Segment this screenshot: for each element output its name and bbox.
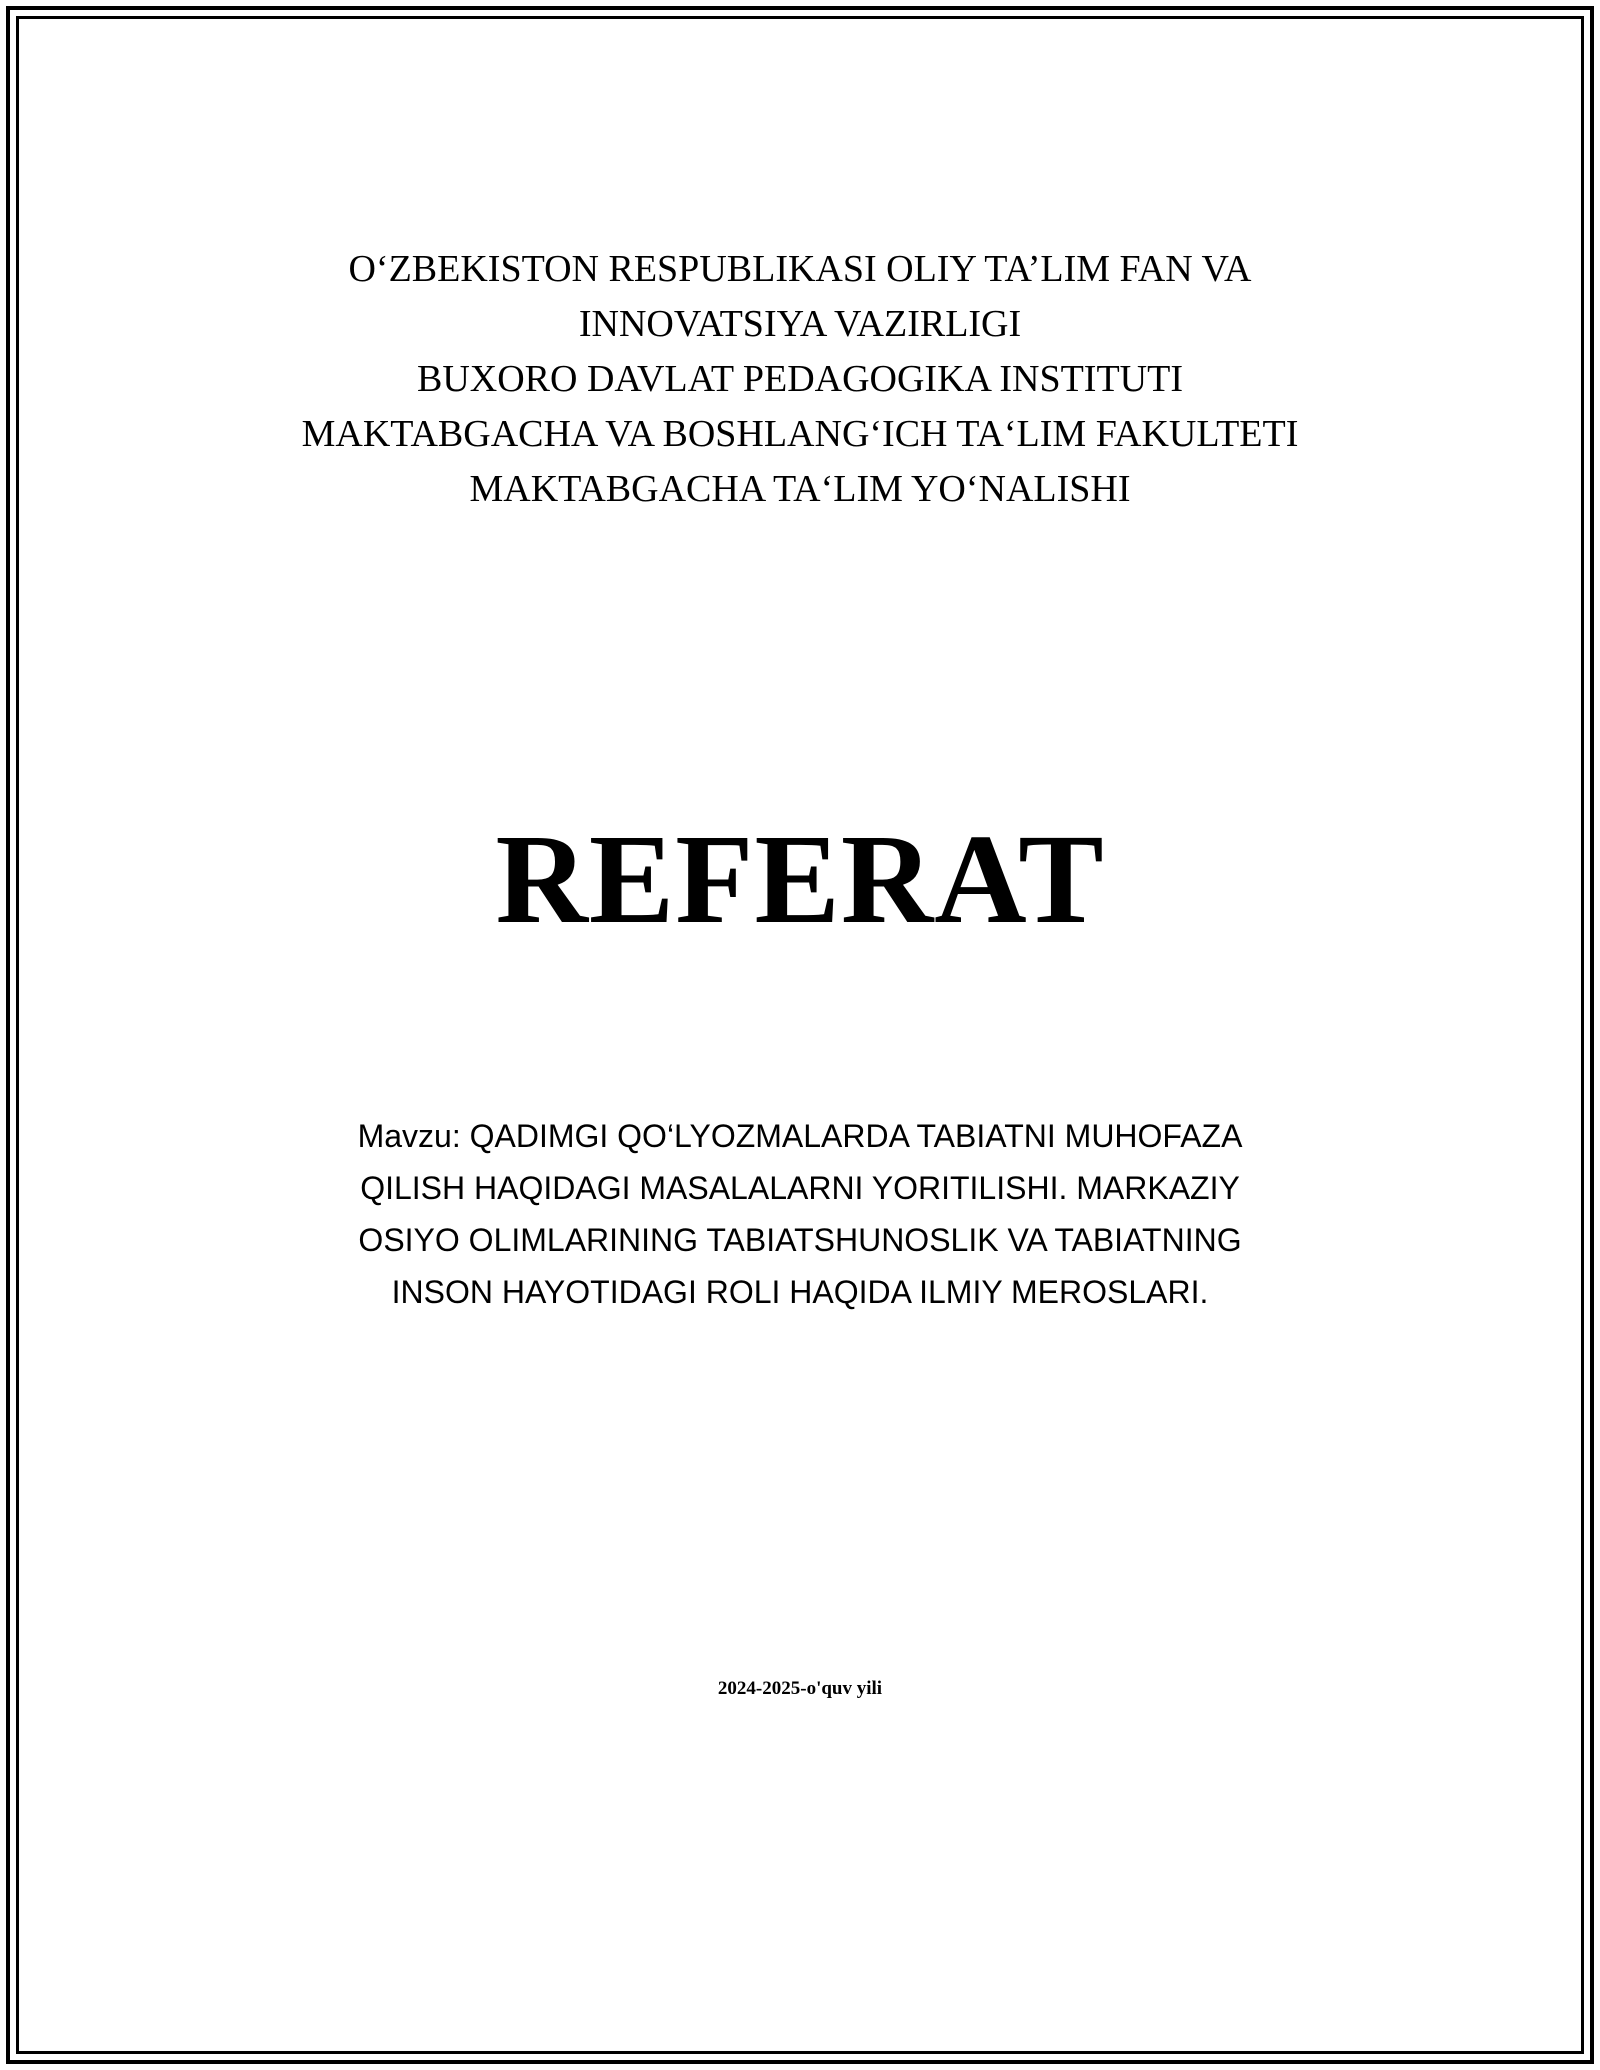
header-line-ministry: O‘ZBEKISTON RESPUBLIKASI OLIY TA’LIM FAN VA [348, 248, 1252, 290]
topic-line: Mavzu: QADIMGI QO‘LYOZMALARDA TABIATNI MUHOFAZA [357, 1118, 1243, 1154]
header-line-institute: BUXORO DAVLAT PEDAGOGIKA INSTITUTI [417, 358, 1183, 400]
topic-line: QILISH HAQIDAGI MASALALARNI YORITILISHI. MARKAZIY [360, 1170, 1240, 1206]
topic-line: INSON HAYOTIDAGI ROLI HAQIDA ILMIY MEROSLARI. [391, 1274, 1209, 1310]
document-title: REFERAT [495, 808, 1105, 950]
topic-block [100, 1110, 1500, 1318]
header-line-direction: MAKTABGACHA TA‘LIM YO‘NALISHI [469, 468, 1131, 510]
header-line-ministry-cont: INNOVATSIYA VAZIRLIGI [578, 303, 1022, 345]
institution-header [100, 242, 1500, 517]
topic-line: OSIYO OLIMLARINING TABIATSHUNOSLIK VA TABIATNING [358, 1222, 1242, 1258]
header-line-faculty: MAKTABGACHA VA BOSHLANG‘ICH TA‘LIM FAKULTETI [301, 413, 1299, 455]
academic-year: 2024-2025-o'quv yili [717, 1678, 883, 1699]
